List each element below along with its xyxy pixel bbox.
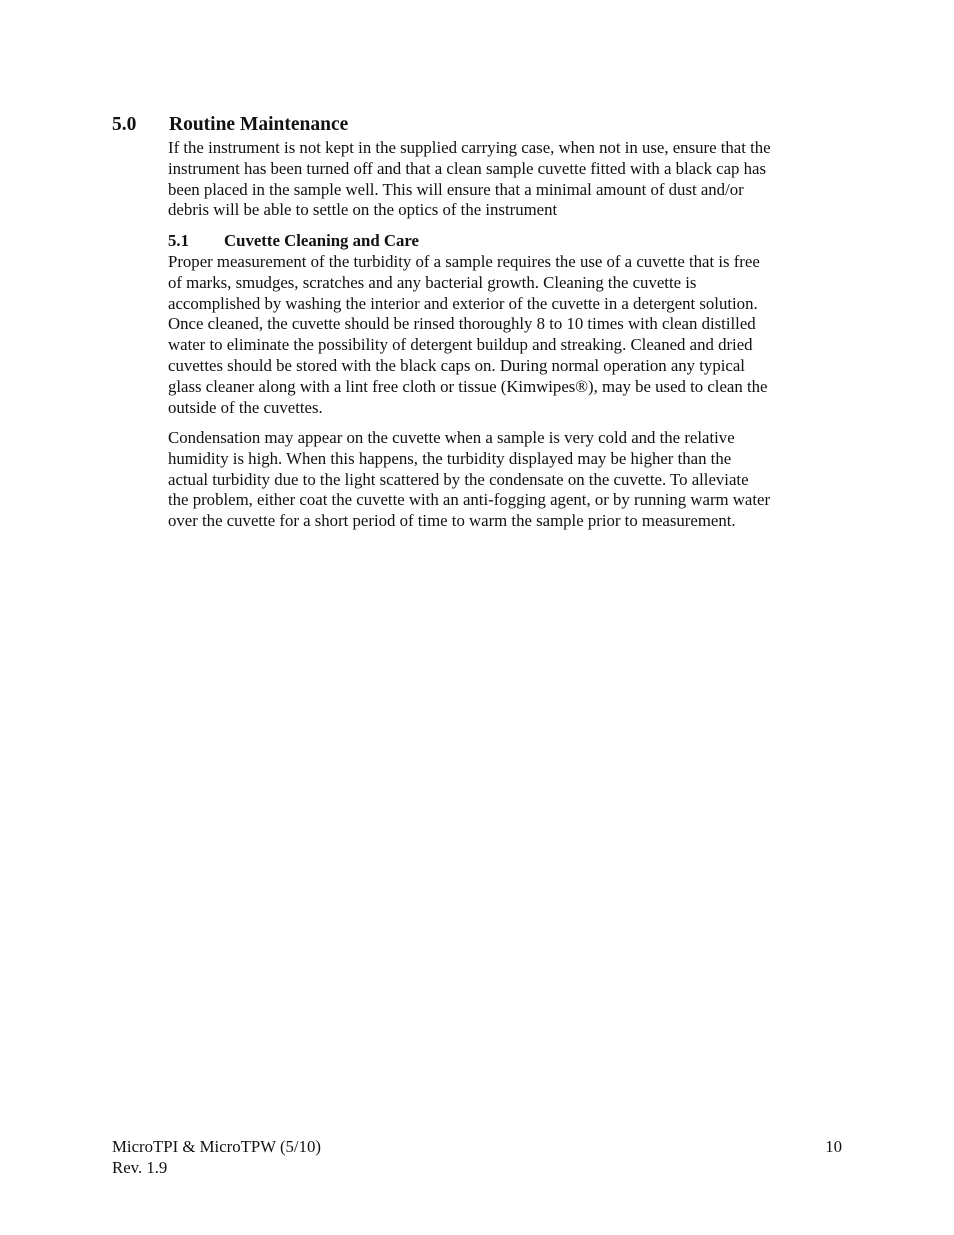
paragraph-line: glass cleaner along with a lint free cloth or tissue (Kimwipes®), may be used to clean the <box>168 376 768 396</box>
footer-left <box>112 1136 321 1178</box>
footer-product: MicroTPI & MicroTPW (5/10) <box>112 1137 321 1156</box>
subsection-number: 5.1 <box>168 231 189 250</box>
subsection-heading <box>168 231 419 252</box>
paragraph-line: of marks, smudges, scratches and any bacterial growth. Cleaning the cuvette is <box>168 272 697 292</box>
intro-line: If the instrument is not kept in the supplied carrying case, when not in use, ensure that the <box>168 138 771 157</box>
intro-line: instrument has been turned off and that a clean sample cuvette fitted with a black cap has <box>168 158 767 178</box>
paragraph-line: over the cuvette for a short period of time to warm the sample prior to measurement. <box>168 511 736 531</box>
paragraph-line: accomplished by washing the interior and exterior of the cuvette in a detergent solution. <box>168 293 758 313</box>
paragraph-line: outside of the cuvettes. <box>168 397 323 417</box>
page-number: 10 <box>825 1137 842 1156</box>
condensation-paragraph <box>168 428 843 532</box>
section-number: 5.0 <box>112 114 137 135</box>
paragraph-line: Once cleaned, the cuvette should be rinsed thoroughly 8 to 10 times with clean distilled <box>168 314 756 334</box>
intro-line: been placed in the sample well. This will ensure that a minimal amount of dust and/or <box>168 179 744 199</box>
intro-line: debris will be able to settle on the optics of the instrument <box>168 200 558 220</box>
paragraph-line: the problem, either coat the cuvette with an anti-fogging agent, or by running warm water <box>168 490 771 510</box>
paragraph-line: humidity is high. When this happens, the turbidity displayed may be higher than the <box>168 448 732 468</box>
paragraph-line: water to eliminate the possibility of detergent buildup and streaking. Cleaned and dried <box>168 335 753 355</box>
paragraph-line: actual turbidity due to the light scattered by the condensate on the cuvette. To alleviate <box>168 469 749 489</box>
section-heading <box>112 113 348 137</box>
subsection-title: Cuvette Cleaning and Care <box>224 231 419 250</box>
section-title: Routine Maintenance <box>169 114 349 135</box>
paragraph-line: cuvettes should be stored with the black caps on. During normal operation any typical <box>168 355 745 375</box>
cleaning-paragraph <box>168 252 843 418</box>
footer-revision: Rev. 1.9 <box>112 1158 168 1177</box>
section-intro-paragraph <box>168 138 843 221</box>
paragraph-line: Proper measurement of the turbidity of a sample requires the use of a cuvette that is free <box>168 252 760 271</box>
paragraph-line: Condensation may appear on the cuvette when a sample is very cold and the relative <box>168 428 735 447</box>
